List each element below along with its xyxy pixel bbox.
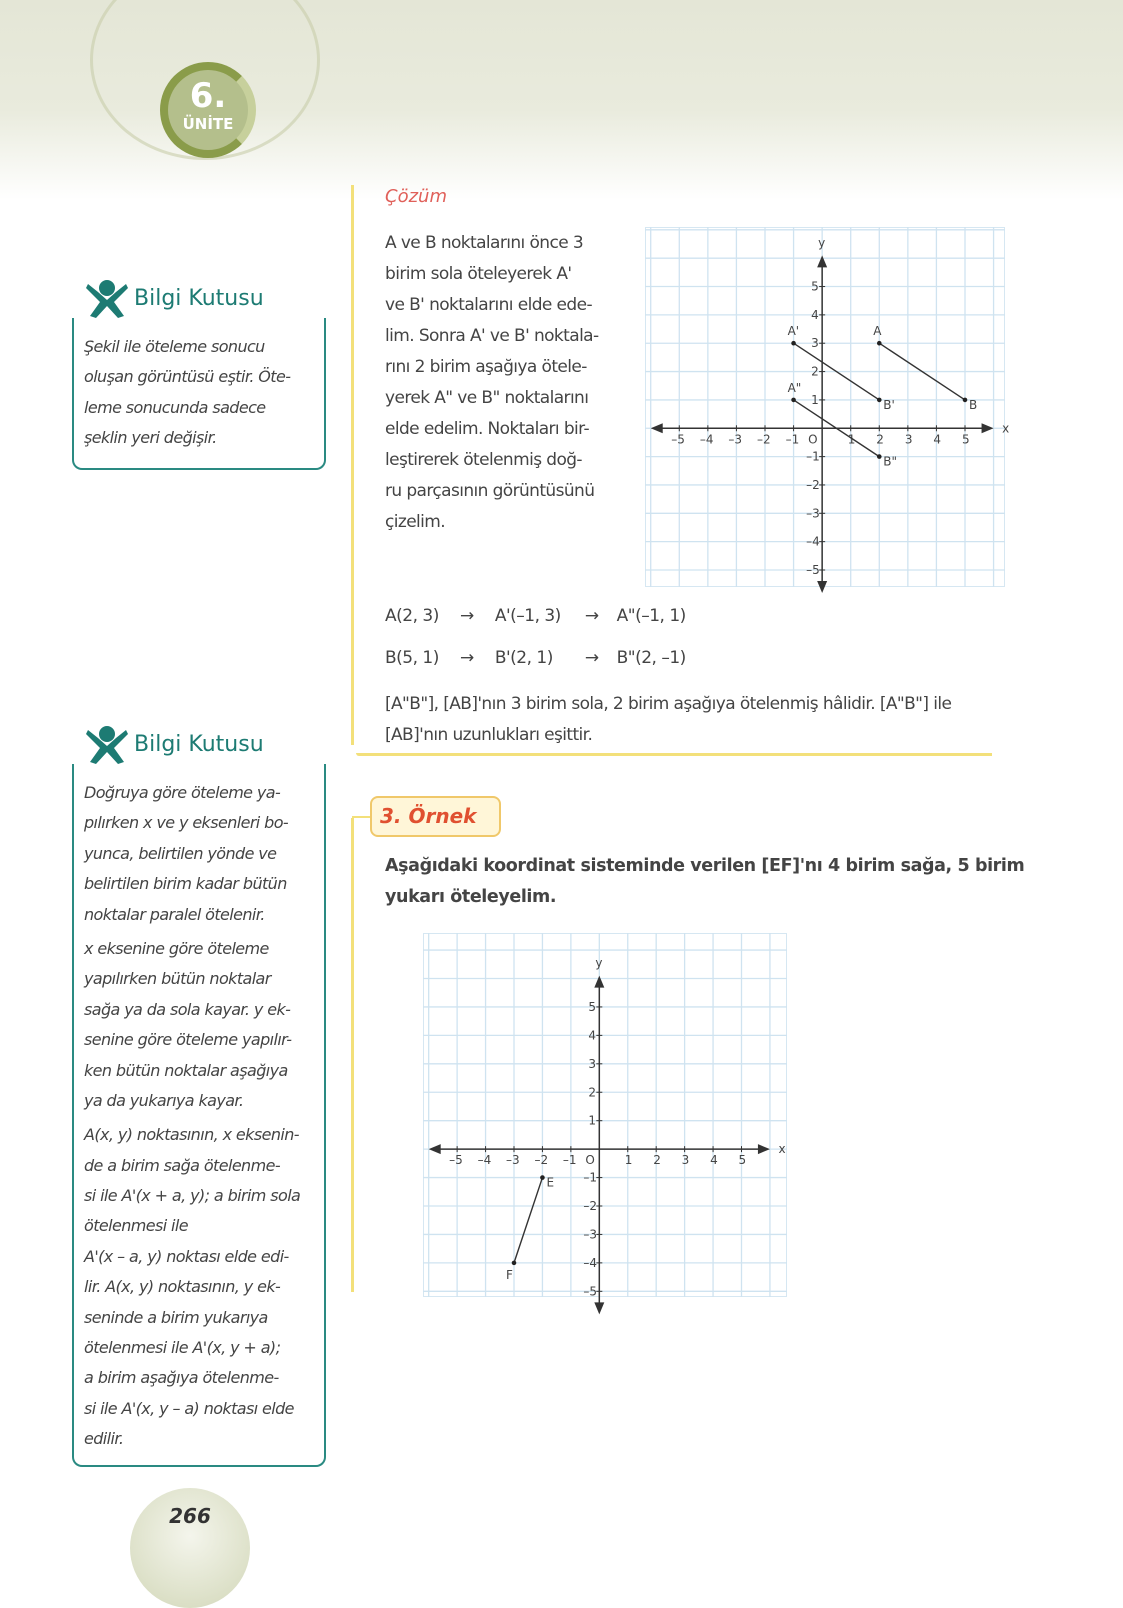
y-tick-label: 1 xyxy=(811,392,819,407)
info-box-line: Doğruya göre öteleme ya- xyxy=(84,783,281,802)
graph-border xyxy=(646,228,1005,587)
arrow-icon: → xyxy=(460,606,474,626)
unit-badge xyxy=(160,62,256,158)
point-a-double-prime: A"(–1, 1) xyxy=(616,606,686,626)
point-marker xyxy=(791,398,796,403)
point-marker xyxy=(877,341,882,346)
example-question xyxy=(385,851,1024,913)
info-box-line: Şekil ile öteleme sonucu xyxy=(84,337,265,356)
x-tick-label: 1 xyxy=(624,1153,633,1168)
y-tick-label: 4 xyxy=(588,1028,596,1043)
solution-line: rını 2 birim aşağıya ötele- xyxy=(385,357,587,377)
point-label: A' xyxy=(787,324,800,339)
x-tick-label: 3 xyxy=(681,1153,690,1168)
x-axis-arrow-icon xyxy=(982,423,994,433)
arrow-icon: → xyxy=(584,606,599,626)
info-box-line: ya da yukarıya kayar. xyxy=(84,1090,244,1110)
x-tick-label: –4 xyxy=(477,1153,492,1168)
point-label: B xyxy=(969,397,978,412)
x-axis-label: x xyxy=(778,1142,786,1157)
point-marker xyxy=(791,341,796,346)
y-tick-label: 1 xyxy=(588,1113,596,1128)
info-box-line: noktalar paralel ötelenir. xyxy=(84,904,265,924)
solution-bottom-rule xyxy=(356,753,992,756)
point-label: E xyxy=(546,1175,555,1190)
y-tick-label: 3 xyxy=(811,336,819,351)
info-box-title xyxy=(84,724,264,764)
solution-line: çizelim. xyxy=(385,512,446,532)
point-marker xyxy=(877,454,882,459)
x-axis-label: x xyxy=(1002,421,1010,436)
y-axis-label: y xyxy=(818,235,826,250)
x-tick-label: –2 xyxy=(534,1153,549,1168)
x-tick-label: –3 xyxy=(506,1153,520,1168)
point-label: A" xyxy=(787,380,802,395)
point-a: A(2, 3) xyxy=(385,606,439,626)
info-box-line: a birim aşağıya ötelenme- xyxy=(84,1368,279,1388)
solution-line: birim sola öteleyerek A' xyxy=(385,264,572,284)
mapping-b xyxy=(385,648,686,668)
info-box-line: oluşan görüntüsü eştir. Öte- xyxy=(84,367,291,387)
info-box-1 xyxy=(72,285,326,470)
y-axis-arrow-icon xyxy=(594,1302,604,1314)
x-tick-label: 5 xyxy=(738,1153,747,1168)
y-tick-label: –1 xyxy=(583,1170,597,1185)
info-box-line: leme sonucunda sadece xyxy=(84,397,266,417)
y-tick-label: –4 xyxy=(806,534,820,549)
x-tick-label: 2 xyxy=(653,1153,661,1168)
y-tick-label: –5 xyxy=(806,562,820,577)
point-label: B' xyxy=(883,397,895,412)
mascot-icon xyxy=(84,278,130,318)
solution-line: lim. Sonra A' ve B' noktala- xyxy=(385,326,599,346)
conclusion-line: [A"B"], [AB]'nın 3 birim sola, 2 birim aşağıya ötelenmiş hâlidir. [A"B"] ile xyxy=(385,694,952,714)
example-rule xyxy=(351,818,354,1292)
y-tick-label: 3 xyxy=(588,1056,596,1071)
info-box-line: si ile A'(x, y – a) noktası elde xyxy=(84,1398,294,1418)
page-number: 266 xyxy=(130,1488,250,1608)
example-graph xyxy=(423,933,787,1297)
x-tick-label: –1 xyxy=(562,1153,577,1168)
info-box-title xyxy=(84,278,264,318)
point-b: B(5, 1) xyxy=(385,648,439,668)
y-tick-label: 4 xyxy=(811,307,819,322)
page-header xyxy=(0,0,1123,200)
solution-graph xyxy=(645,227,1010,587)
point-label: B" xyxy=(883,454,898,469)
graph-border xyxy=(424,934,787,1297)
info-box-title-text: Bilgi Kutusu xyxy=(134,731,264,757)
y-tick-label: 5 xyxy=(588,999,596,1014)
x-axis-arrow-icon xyxy=(651,423,663,433)
solution-text xyxy=(385,228,599,538)
point-label: F xyxy=(506,1267,513,1282)
info-box-line: ken bütün noktalar aşağıya xyxy=(84,1060,288,1080)
x-tick-label: –5 xyxy=(449,1153,463,1168)
unit-label: ÜNİTE xyxy=(182,115,234,133)
unit-number: 6. xyxy=(189,76,227,116)
solution-line: ve B' noktalarını elde ede- xyxy=(385,295,592,315)
mascot-icon xyxy=(84,724,130,764)
x-tick-label: –4 xyxy=(699,432,714,447)
y-axis-label: y xyxy=(595,956,603,971)
point-b-double-prime: B"(2, –1) xyxy=(616,648,686,668)
y-tick-label: –2 xyxy=(806,477,820,492)
conclusion-line: [AB]'nın uzunlukları eşittir. xyxy=(385,725,593,745)
point-label: A xyxy=(873,324,882,339)
info-box-line: edilir. xyxy=(84,1429,124,1449)
point-marker xyxy=(877,398,882,403)
info-box-line: ötelenmesi ile A'(x, y + a); xyxy=(84,1338,281,1358)
point-b-prime: B'(2, 1) xyxy=(494,648,553,668)
point-marker xyxy=(512,1261,517,1266)
x-axis-arrow-icon xyxy=(429,1144,441,1154)
info-box-line: A'(x – a, y) noktası elde edi- xyxy=(84,1246,289,1266)
info-box-line: belirtilen birim kadar bütün xyxy=(84,874,287,894)
info-box-line: lir. A(x, y) noktasının, y ek- xyxy=(84,1277,281,1297)
info-box-line: yunca, belirtilen yönde ve xyxy=(84,843,277,863)
point-a-prime: A'(–1, 3) xyxy=(494,606,561,626)
info-box-line: si ile A'(x + a, y); a birim sola xyxy=(84,1186,301,1206)
arrow-icon: → xyxy=(584,648,599,668)
solution-line: ru parçasının görüntüsünü xyxy=(385,481,595,501)
x-axis-arrow-icon xyxy=(758,1144,770,1154)
info-box-line: ötelenmesi ile xyxy=(84,1216,188,1236)
arrow-icon: → xyxy=(460,648,474,668)
mapping-a xyxy=(385,606,686,626)
question-line: Aşağıdaki koordinat sisteminde verilen [EF]'nı 4 birim sağa, 5 birim xyxy=(385,856,1025,876)
solution-line: yerek A" ve B" noktalarını xyxy=(385,388,589,408)
x-tick-label: –3 xyxy=(728,432,743,447)
y-tick-label: 5 xyxy=(811,279,819,294)
y-tick-label: –3 xyxy=(806,506,820,521)
point-marker xyxy=(963,398,968,403)
y-tick-label: –2 xyxy=(583,1199,597,1213)
info-box-2 xyxy=(72,731,326,1467)
solution-line: leştirerek ötelenmiş doğ- xyxy=(385,450,582,470)
y-tick-label: 2 xyxy=(588,1085,596,1100)
origin-label: O xyxy=(585,1153,595,1168)
info-box-line: de a birim sağa ötelenme- xyxy=(84,1155,281,1175)
info-box-line: yapılırken bütün noktalar xyxy=(84,969,271,989)
x-tick-label: 4 xyxy=(710,1153,718,1168)
y-tick-label: 2 xyxy=(811,364,819,379)
question-line: yukarı öteleyelim. xyxy=(385,887,557,907)
solution-rule xyxy=(351,185,354,745)
x-tick-label: 5 xyxy=(962,432,970,447)
solution-conclusion xyxy=(385,689,951,751)
y-tick-label: –4 xyxy=(583,1255,597,1270)
info-box-title-text: Bilgi Kutusu xyxy=(134,285,264,311)
x-tick-label: –1 xyxy=(785,432,800,447)
example-rule-tick xyxy=(352,816,372,818)
y-tick-label: –1 xyxy=(806,449,820,464)
solution-line: A ve B noktalarını önce 3 xyxy=(385,233,584,253)
y-tick-label: –3 xyxy=(583,1227,597,1242)
info-box-line: senine göre öteleme yapılır- xyxy=(84,1030,292,1050)
info-box-line: seninde a birim yukarıya xyxy=(84,1307,268,1327)
solution-heading: Çözüm xyxy=(385,186,447,207)
x-tick-label: 2 xyxy=(876,432,884,447)
info-box-line: x eksenine göre öteleme xyxy=(84,938,269,958)
info-box-line: A(x, y) noktasının, x eksenin- xyxy=(84,1125,299,1145)
x-tick-label: 1 xyxy=(847,432,856,447)
example-label: 3. Örnek xyxy=(370,796,501,837)
x-tick-label: –5 xyxy=(671,432,685,447)
x-tick-label: 3 xyxy=(904,432,913,447)
info-box-line: pılırken x ve y eksenleri bo- xyxy=(84,813,289,833)
y-tick-label: –5 xyxy=(583,1284,597,1299)
point-marker xyxy=(540,1175,545,1180)
solution-line: elde edelim. Noktaları bir- xyxy=(385,419,590,439)
origin-label: O xyxy=(808,432,818,447)
x-tick-label: 4 xyxy=(933,432,942,447)
y-axis-arrow-icon xyxy=(817,255,827,267)
info-box-line: şeklin yeri değişir. xyxy=(84,428,217,448)
info-box-line: sağa ya da sola kayar. y ek- xyxy=(84,999,291,1019)
y-axis-arrow-icon xyxy=(594,976,604,988)
x-tick-label: –2 xyxy=(757,432,771,447)
segment xyxy=(514,1178,542,1263)
